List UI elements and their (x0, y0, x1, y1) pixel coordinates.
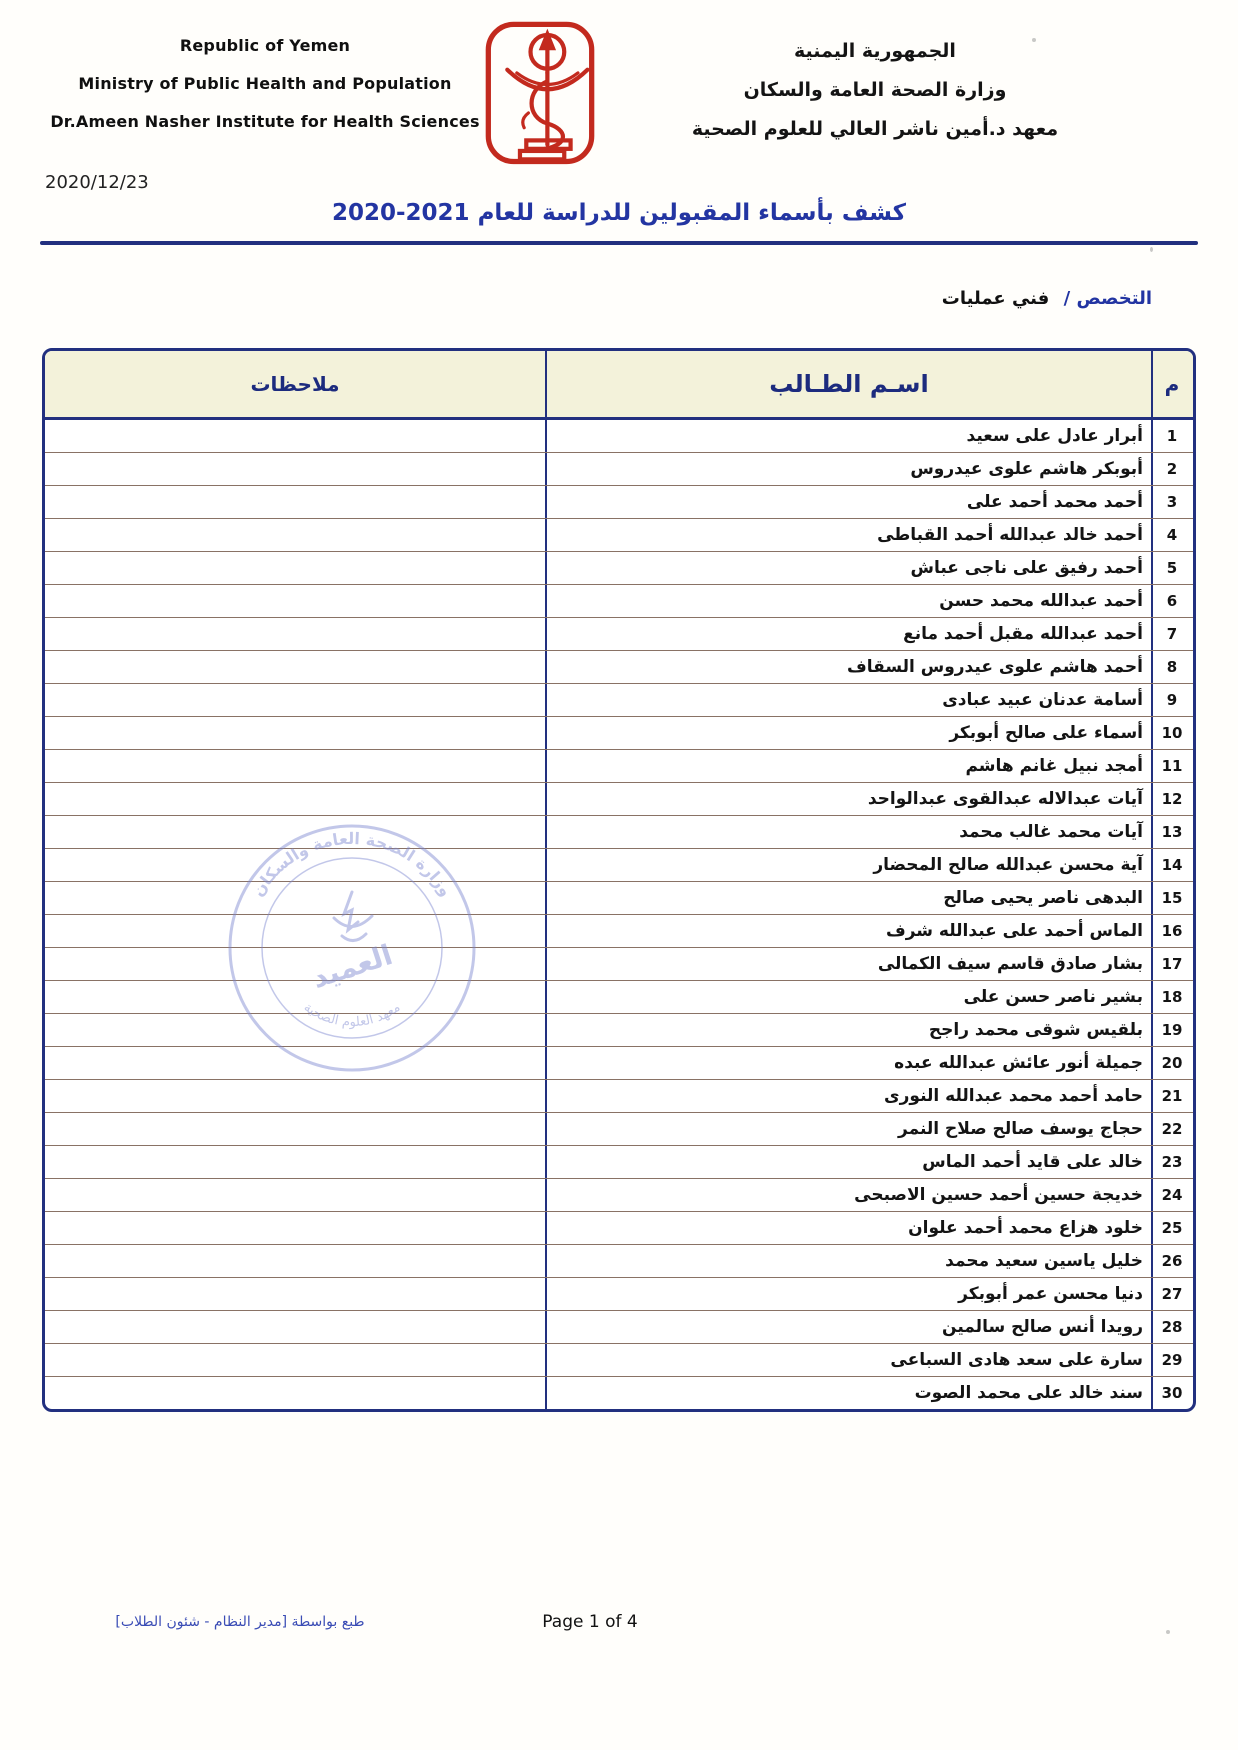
notes-cell (45, 1212, 545, 1244)
row-number-cell: 26 (1161, 1252, 1183, 1270)
specialization-label: التخصص / (1063, 288, 1152, 309)
student-name-cell: آية محسن عبدالله صالح المحضار (545, 849, 1153, 881)
row-number-cell: 23 (1161, 1153, 1183, 1171)
student-name-cell: خلود هزاع محمد أحمد علوان (545, 1212, 1153, 1244)
notes-cell (45, 453, 545, 485)
table-row (45, 420, 1193, 452)
row-number-cell: 24 (1161, 1186, 1183, 1204)
row-number-cell: 12 (1161, 790, 1183, 808)
table-row (45, 1046, 1193, 1079)
row-number-cell: 27 (1161, 1285, 1183, 1303)
specialization-value: فني عمليات (941, 288, 1050, 309)
row-number-cell: 6 (1166, 592, 1178, 610)
table-row (45, 683, 1193, 716)
row-number-cell: 22 (1161, 1120, 1183, 1138)
ministry-name-en: Ministry of Public Health and Population (78, 74, 452, 93)
row-number-cell: 2 (1166, 460, 1178, 478)
notes-cell (45, 1014, 545, 1046)
row-number-cell: 1 (1166, 427, 1178, 445)
notes-cell (45, 717, 545, 749)
row-number-cell: 19 (1161, 1021, 1183, 1039)
notes-cell (45, 1377, 545, 1409)
row-number-cell: 28 (1161, 1318, 1183, 1336)
student-name-cell: بلقيس شوقى محمد راجح (545, 1014, 1153, 1046)
page-title: كشف بأسماء المقبولين للدراسة للعام 2021-2020 (331, 200, 907, 226)
student-name-cell: دنيا محسن عمر أبوبكر (545, 1278, 1153, 1310)
row-number-cell: 18 (1161, 988, 1183, 1006)
stamp-center-text: العميد (307, 938, 397, 995)
student-name-cell: رويدا أنس صالح سالمين (545, 1311, 1153, 1343)
table-row (45, 617, 1193, 650)
row-number-cell: 11 (1161, 757, 1183, 775)
table-row (45, 1343, 1193, 1376)
table-row (45, 1112, 1193, 1145)
notes-cell (45, 552, 545, 584)
student-name-cell: أحمد رفيق على ناجى عباش (545, 552, 1153, 584)
table-row (45, 1178, 1193, 1211)
student-name-cell: آيات عبدالاله عبدالقوى عبدالواحد (545, 783, 1153, 815)
student-name-cell: أحمد خالد عبدالله أحمد القباطى (545, 519, 1153, 551)
specialization-line (942, 288, 1152, 309)
student-name-cell: خليل ياسين سعيد محمد (545, 1245, 1153, 1277)
table-row (45, 1244, 1193, 1277)
student-name-cell: حامد أحمد محمد عبدالله النورى (545, 1080, 1153, 1112)
table-row (45, 782, 1193, 815)
table-row (45, 815, 1193, 848)
institute-logo-icon (482, 20, 598, 168)
row-number-cell: 7 (1166, 625, 1178, 643)
notes-cell (45, 783, 545, 815)
table-row (45, 1277, 1193, 1310)
table-row (45, 1013, 1193, 1046)
scan-speck (1150, 247, 1153, 252)
table-row (45, 716, 1193, 749)
table-body (45, 420, 1193, 1409)
arabic-header-block (640, 40, 1110, 157)
student-name-cell: سارة على سعد هادى السباعى (545, 1344, 1153, 1376)
table-row (45, 485, 1193, 518)
notes-cell (45, 1080, 545, 1112)
notes-cell (45, 882, 545, 914)
student-name-cell: خديجة حسين أحمد حسين الاصبحى (545, 1179, 1153, 1211)
student-name-cell: أحمد عبدالله مقبل أحمد مانع (545, 618, 1153, 650)
student-name-cell: سند خالد على محمد الصوت (545, 1377, 1153, 1409)
notes-cell (45, 420, 545, 452)
row-number-cell: 30 (1161, 1384, 1183, 1402)
notes-cell (45, 816, 545, 848)
notes-cell (45, 750, 545, 782)
title-divider (40, 241, 1198, 245)
row-number-cell: 21 (1161, 1087, 1183, 1105)
row-number-cell: 13 (1161, 823, 1183, 841)
ministry-name-ar: وزارة الصحة العامة والسكان (743, 79, 1007, 101)
student-name-cell: حجاج يوسف صالح صلاح النمر (545, 1113, 1153, 1145)
student-name-cell: الماس أحمد على عبدالله شرف (545, 915, 1153, 947)
notes-cell (45, 585, 545, 617)
row-number-cell: 17 (1161, 955, 1183, 973)
table-row (45, 914, 1193, 947)
student-name-cell: أحمد عبدالله محمد حسن (545, 585, 1153, 617)
student-name-cell: أسماء على صالح أبوبكر (545, 717, 1153, 749)
row-number-cell: 8 (1166, 658, 1178, 676)
notes-column-header: ملاحظات (250, 372, 340, 396)
student-name-cell: بشير ناصر حسن على (545, 981, 1153, 1013)
institute-name-en: Dr.Ameen Nasher Institute for Health Sciences (50, 112, 480, 131)
row-number-cell: 29 (1161, 1351, 1183, 1369)
table-row (45, 848, 1193, 881)
table-row (45, 980, 1193, 1013)
notes-cell (45, 915, 545, 947)
notes-cell (45, 519, 545, 551)
notes-cell (45, 651, 545, 683)
table-row (45, 1211, 1193, 1244)
notes-cell (45, 981, 545, 1013)
student-name-cell: أبوبكر هاشم علوى عيدروس (545, 453, 1153, 485)
table-row (45, 749, 1193, 782)
students-table (42, 348, 1196, 1412)
row-number-cell: 3 (1166, 493, 1178, 511)
row-number-cell: 25 (1161, 1219, 1183, 1237)
english-header-block (50, 36, 480, 150)
notes-cell (45, 618, 545, 650)
row-number-cell: 15 (1161, 889, 1183, 907)
notes-cell (45, 1047, 545, 1079)
table-row (45, 551, 1193, 584)
table-row (45, 1310, 1193, 1343)
table-row (45, 650, 1193, 683)
table-row (45, 881, 1193, 914)
row-number-cell: 20 (1161, 1054, 1183, 1072)
notes-cell (45, 684, 545, 716)
student-name-cell: البدهى ناصر يحيى صالح (545, 882, 1153, 914)
row-number-cell: 16 (1161, 922, 1183, 940)
notes-cell (45, 1311, 545, 1343)
printed-by-note: طبع بواسطة [مدير النظام - شئون الطلاب] (115, 1614, 365, 1630)
student-name-cell: جميلة أنور عائش عبدالله عبده (545, 1047, 1153, 1079)
number-column-header: م (1164, 372, 1180, 396)
student-name-cell: أمجد نبيل غانم هاشم (545, 750, 1153, 782)
notes-cell (45, 948, 545, 980)
student-name-cell: أحمد هاشم علوى عيدروس السقاف (545, 651, 1153, 683)
document-date: 2020/12/23 (45, 172, 149, 193)
table-header-row (45, 351, 1193, 420)
notes-cell (45, 849, 545, 881)
stamp-bottom-text: معهد العلوم الصحية (300, 999, 404, 1031)
student-name-cell: أبرار عادل على سعيد (545, 420, 1153, 452)
notes-cell (45, 1113, 545, 1145)
table-row (45, 452, 1193, 485)
notes-cell (45, 1344, 545, 1376)
table-row (45, 584, 1193, 617)
row-number-cell: 5 (1166, 559, 1178, 577)
table-row (45, 1079, 1193, 1112)
scan-speck (1166, 1630, 1170, 1634)
notes-cell (45, 1179, 545, 1211)
student-name-cell: أحمد محمد أحمد على (545, 486, 1153, 518)
row-number-cell: 14 (1161, 856, 1183, 874)
table-row (45, 947, 1193, 980)
scan-speck (1032, 38, 1036, 42)
name-column-header: اسـم الطـالب (545, 351, 1153, 417)
row-number-cell: 9 (1166, 691, 1178, 709)
notes-cell (45, 486, 545, 518)
row-number-cell: 10 (1161, 724, 1183, 742)
notes-cell (45, 1146, 545, 1178)
table-row (45, 1376, 1193, 1409)
table-row (45, 1145, 1193, 1178)
student-name-cell: آيات محمد غالب محمد (545, 816, 1153, 848)
notes-cell (45, 1245, 545, 1277)
page-indicator: Page 1 of 4 (542, 1612, 638, 1632)
stamp-top-text: وزارة الصحة العامة والسكان (248, 828, 456, 900)
country-name-ar: الجمهورية اليمنية (794, 40, 956, 62)
student-name-cell: بشار صادق قاسم سيف الكمالى (545, 948, 1153, 980)
row-number-cell: 4 (1166, 526, 1178, 544)
student-name-cell: خالد على قايد أحمد الماس (545, 1146, 1153, 1178)
notes-cell (45, 1278, 545, 1310)
country-name-en: Republic of Yemen (179, 36, 351, 55)
table-row (45, 518, 1193, 551)
student-name-cell: أسامة عدنان عبيد عبادى (545, 684, 1153, 716)
institute-name-ar: معهد د.أمين ناشر العالي للعلوم الصحية (691, 118, 1059, 140)
